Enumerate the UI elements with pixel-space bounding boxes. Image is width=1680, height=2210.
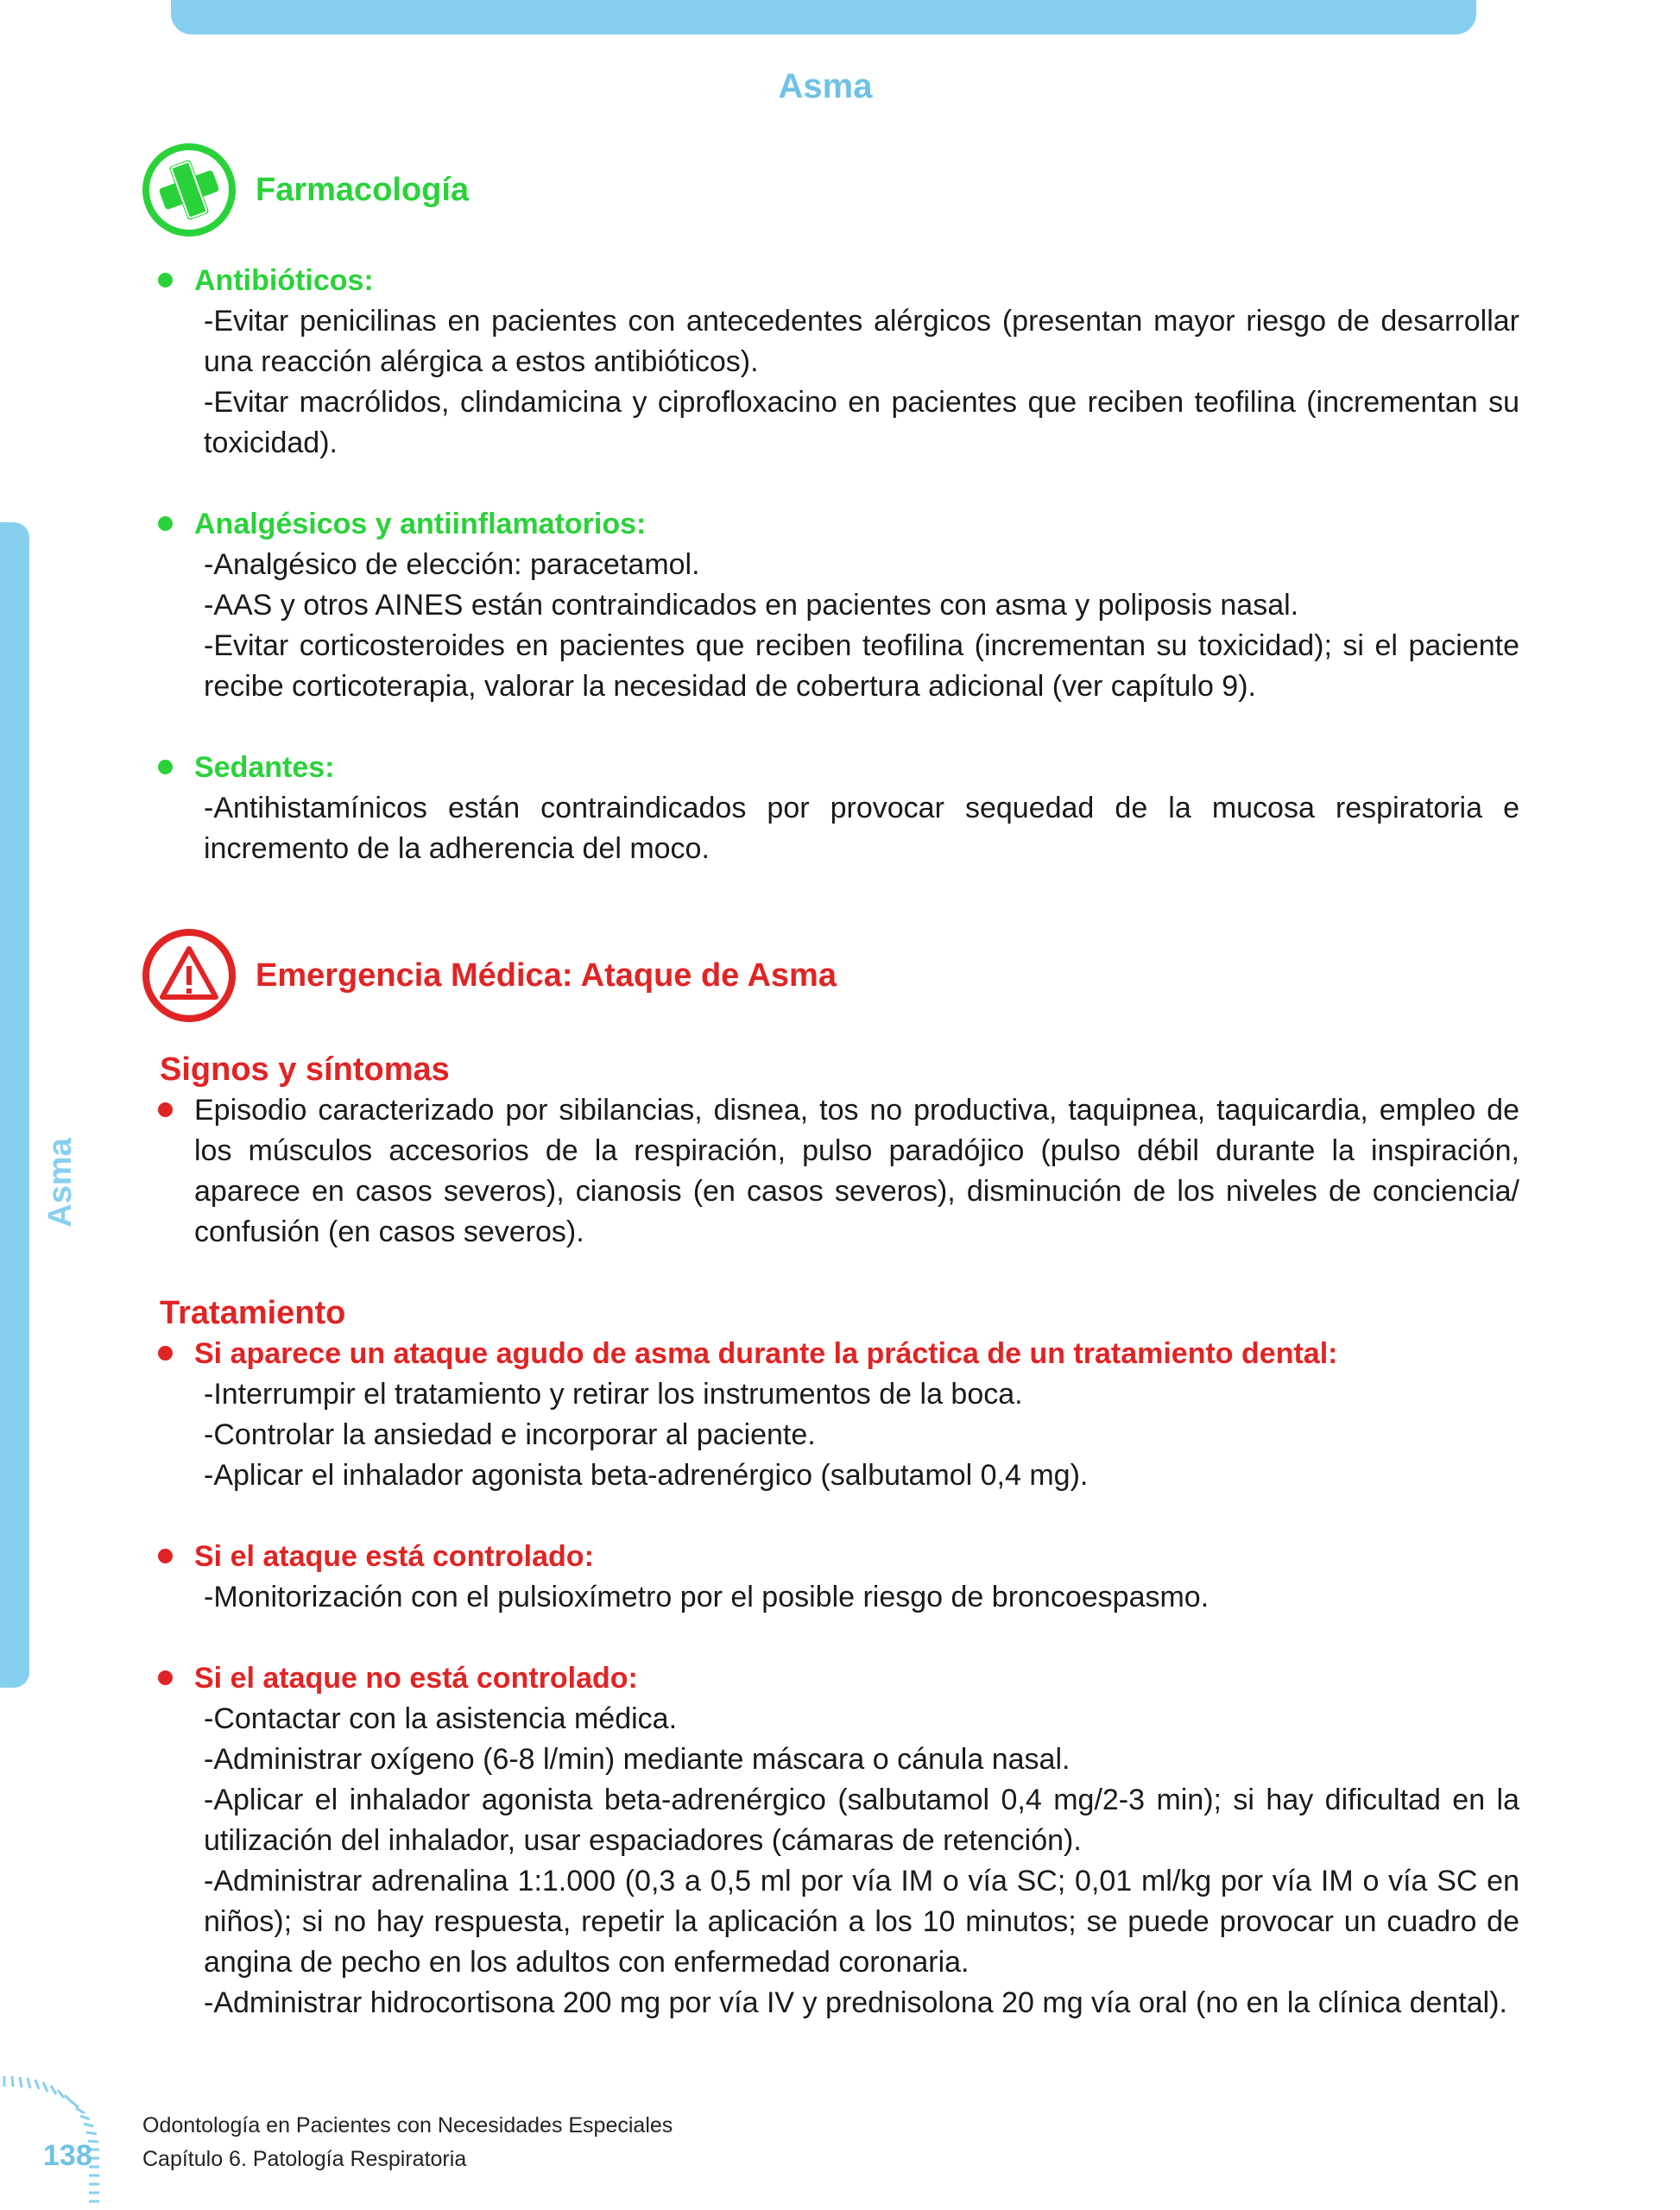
treatment-item-heading: Si el ataque no está controlado: — [155, 1658, 1519, 1699]
bullet-dot — [158, 1346, 173, 1361]
analgesics-line: -Evitar corticosteroides en pacientes que reciben teofilina (incrementan su toxicidad); si el paciente recibe corticoterapia, valorar la necesidad de cobertura adicional (ver capítulo 9). — [204, 629, 1519, 703]
treatment-line: -Contactar con la asistencia médica. — [204, 1702, 678, 1735]
emergency-header — [142, 928, 837, 1023]
footer-book-title: Odontología en Pacientes con Necesidades Especiales — [142, 2113, 673, 2137]
warning-triangle-icon — [142, 928, 237, 1023]
pharmacology-content — [155, 261, 1519, 869]
treatment-item-heading: Si el ataque está controlado: — [155, 1537, 1519, 1577]
bullet-dot — [158, 516, 173, 531]
pharmacology-title: Farmacología — [256, 171, 470, 208]
side-chapter-tab — [0, 522, 29, 1688]
signs-paragraph: Episodio caracterizado por sibilancias, disnea, tos no productiva, taquipnea, taquicardia, empleo de los músculos accesorios de la respiración, pulso paradójico (pulso débil durante la inspiración, aparece en casos severos), cianosis (en casos severos), disminución de los niveles de conciencia/ confusión (en casos severos). — [155, 1090, 1519, 1253]
sedatives-line: -Antihistamínicos están contraindicados por provocar sequedad de la mucosa respiratoria e incremento de la adherencia del moco. — [204, 792, 1519, 865]
analgesics-line: -Analgésico de elección: paracetamol. — [204, 548, 700, 581]
treatment-line: -Aplicar el inhalador agonista beta-adrenérgico (salbutamol 0,4 mg/2-3 min); si hay dificultad en la utilización del inhalador, usar espaciadores (cámaras de retención). — [204, 1784, 1519, 1857]
page-header-title: Asma — [778, 67, 873, 105]
treatment-line: -Administrar hidrocortisona 200 mg por vía IV y prednisolona 20 mg vía oral (no en la clínica dental). — [204, 1986, 1507, 2019]
antibiotics-line: -Evitar penicilinas en pacientes con antecedentes alérgicos (presentan mayor riesgo de desarrollar una reacción alérgica a estos antibióticos). — [204, 305, 1519, 378]
treatment-line: -Administrar adrenalina 1:1.000 (0,3 a 0,5 ml por vía IM o vía SC; 0,01 ml/kg por vía IM o vía SC en niños); si no hay respuesta, repetir la aplicación a los 10 minutos; se puede provocar un cuadro de angina de pecho en los adultos con enfermedad coronaria. — [204, 1865, 1519, 1979]
treatment-line: -Monitorización con el pulsioxímetro por el posible riesgo de broncoespasmo. — [204, 1581, 1209, 1613]
emergency-title: Emergencia Médica: Ataque de Asma — [256, 957, 837, 994]
treatment-heading: Tratamiento — [160, 1295, 346, 1331]
bullet-dot — [158, 1549, 173, 1563]
footer-chapter: Capítulo 6. Patología Respiratoria — [142, 2147, 467, 2171]
antibiotics-line: -Evitar macrólidos, clindamicina y ciprofloxacino en pacientes que reciben teofilina (incrementan su toxicidad). — [204, 386, 1519, 459]
bullet-dot — [158, 273, 173, 287]
emergency-content — [155, 1050, 1519, 2024]
bullet-dot — [158, 1102, 173, 1117]
page-number: 138 — [43, 2139, 92, 2172]
treatment-line: -Controlar la ansiedad e incorporar al paciente. — [204, 1418, 816, 1451]
treatment-line: -Aplicar el inhalador agonista beta-adrenérgico (salbutamol 0,4 mg). — [204, 1459, 1089, 1492]
antibiotics-heading: Antibióticos: — [155, 261, 1519, 301]
treatment-item-heading: Si aparece un ataque agudo de asma durante la práctica de un tratamiento dental: — [155, 1334, 1519, 1374]
pharmacology-header — [142, 142, 469, 237]
treatment-line: -Interrumpir el tratamiento y retirar los instrumentos de la boca. — [204, 1378, 1023, 1411]
analgesics-heading: Analgésicos y antiinflamatorios: — [155, 504, 1519, 545]
analgesics-line: -AAS y otros AINES están contraindicados en pacientes con asma y poliposis nasal. — [204, 589, 1299, 622]
side-tab-label: Asma — [41, 1138, 79, 1228]
bullet-dot — [158, 760, 173, 774]
top-decorative-bar — [171, 0, 1476, 35]
sedatives-heading: Sedantes: — [155, 748, 1519, 788]
bullet-dot — [158, 1670, 173, 1685]
treatment-line: -Administrar oxígeno (6-8 l/min) mediante máscara o cánula nasal. — [204, 1743, 1071, 1776]
signs-heading: Signos y síntomas — [160, 1051, 450, 1088]
pharmacy-cross-icon — [142, 142, 237, 237]
